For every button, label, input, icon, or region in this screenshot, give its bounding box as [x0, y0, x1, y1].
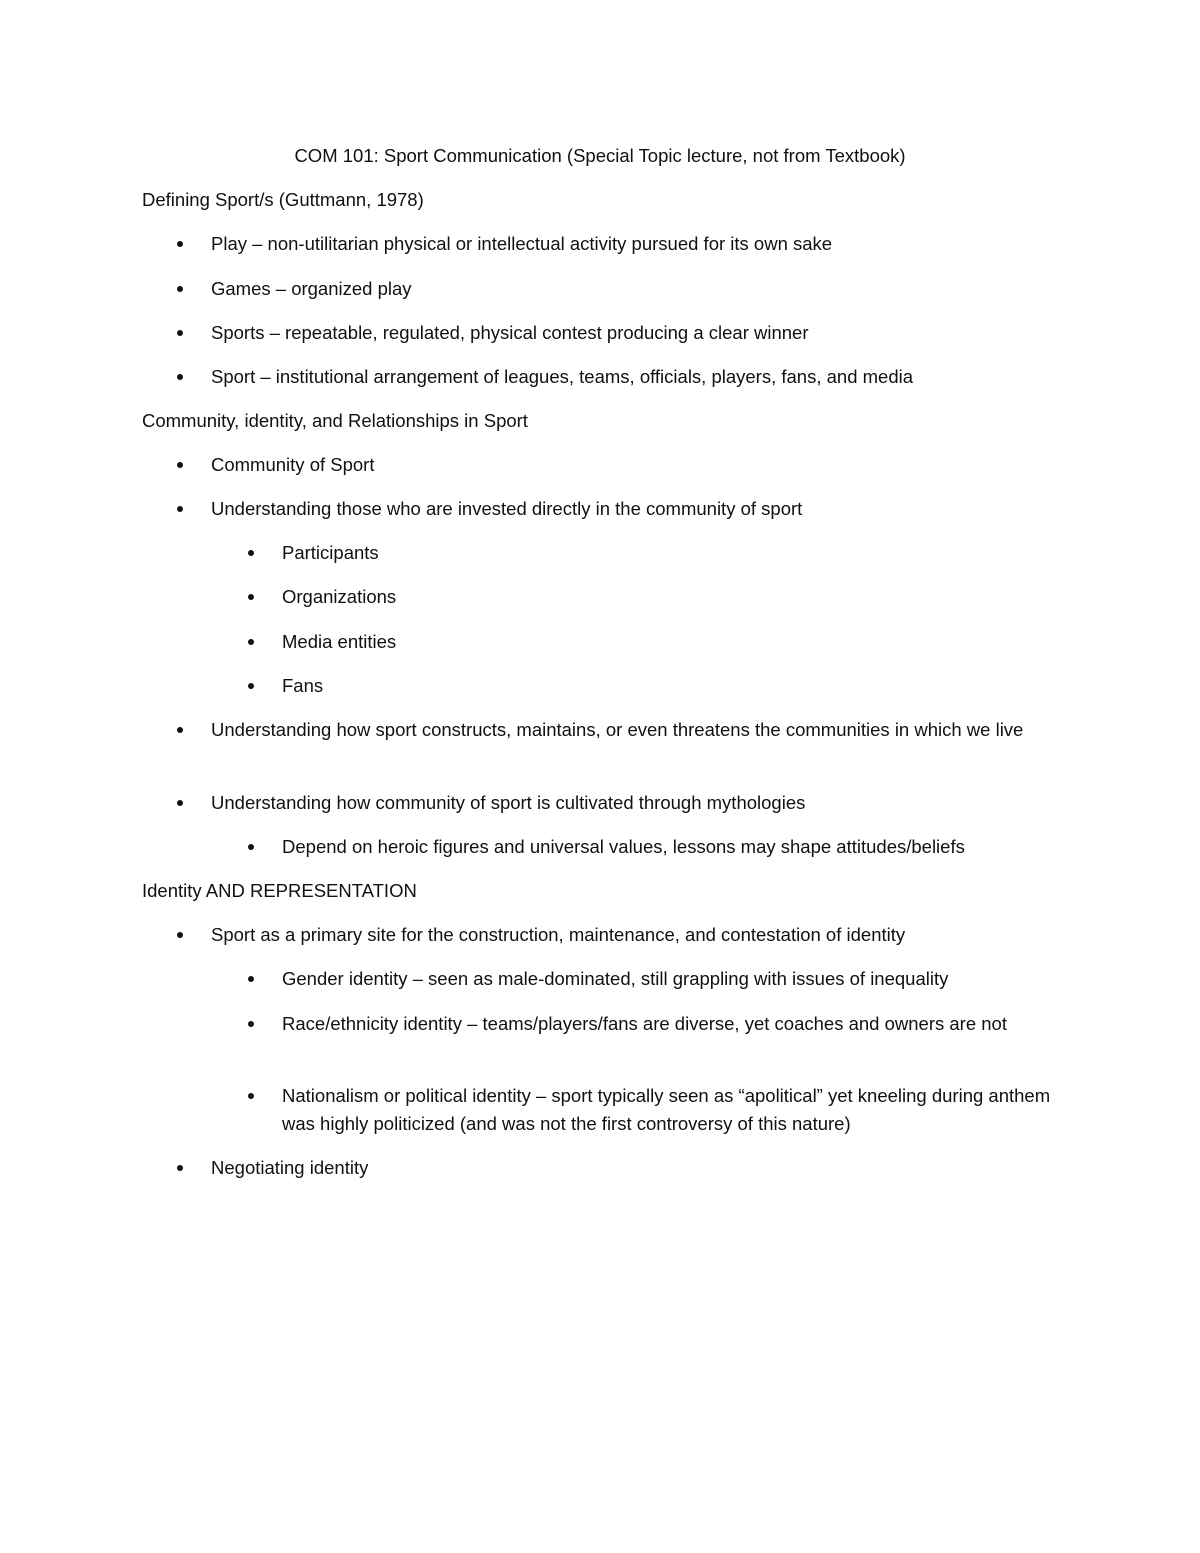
- list-item: Sport as a primary site for the construction, maintenance, and contestation of identity: [211, 924, 906, 945]
- bullet-icon: [177, 286, 183, 292]
- sub-list-item: Organizations: [282, 586, 397, 607]
- document-title: COM 101: Sport Communication (Special Topic lecture, not from Textbook): [294, 145, 906, 166]
- bullet-icon: [248, 1093, 254, 1099]
- bullet-icon: [177, 1165, 183, 1171]
- list-item: Play – non-utilitarian physical or intellectual activity pursued for its own sake: [211, 233, 833, 254]
- bullet-icon: [248, 594, 254, 600]
- bullet-icon: [177, 330, 183, 336]
- bullet-icon: [248, 639, 254, 645]
- list-item: Understanding how community of sport is cultivated through mythologies: [211, 792, 806, 813]
- bullet-icon: [248, 1021, 254, 1027]
- list-item: Games – organized play: [211, 278, 412, 299]
- sub-list-item: Race/ethnicity identity – teams/players/fans are diverse, yet coaches and owners are not: [282, 1013, 1007, 1034]
- bullet-icon: [177, 932, 183, 938]
- list-item: Sports – repeatable, regulated, physical contest producing a clear winner: [211, 322, 809, 343]
- section-heading-community: Community, identity, and Relationships in Sport: [142, 410, 528, 431]
- sub-list-item: Depend on heroic figures and universal values, lessons may shape attitudes/beliefs: [282, 836, 965, 857]
- bullet-icon: [177, 462, 183, 468]
- list-item: Negotiating identity: [211, 1157, 369, 1178]
- list-item: Understanding how sport constructs, maintains, or even threatens the communities in which we live: [211, 719, 1024, 740]
- sub-list-item: Media entities: [282, 631, 397, 652]
- sub-list-item: Gender identity – seen as male-dominated, still grappling with issues of inequality: [282, 968, 949, 989]
- sub-list-item: Participants: [282, 542, 379, 563]
- bullet-icon: [177, 374, 183, 380]
- bullet-icon: [248, 683, 254, 689]
- bullet-icon: [177, 727, 183, 733]
- bullet-icon: [177, 800, 183, 806]
- list-item: Community of Sport: [211, 454, 375, 475]
- bullet-icon: [248, 550, 254, 556]
- sub-list-item: Fans: [282, 675, 324, 696]
- list-item: Understanding those who are invested directly in the community of sport: [211, 498, 803, 519]
- bullet-icon: [177, 241, 183, 247]
- section-heading-identity: Identity AND REPRESENTATION: [142, 880, 417, 901]
- list-item: Sport – institutional arrangement of leagues, teams, officials, players, fans, and media: [211, 366, 914, 387]
- bullet-icon: [177, 506, 183, 512]
- section-heading-defining-sports: Defining Sport/s (Guttmann, 1978): [142, 189, 424, 210]
- sub-list-item: Nationalism or political identity – sport typically seen as “apolitical” yet kneeling during anthem was highly politicized (and was not the first controversy of this nature): [282, 1085, 1051, 1134]
- bullet-icon: [248, 976, 254, 982]
- bullet-icon: [248, 844, 254, 850]
